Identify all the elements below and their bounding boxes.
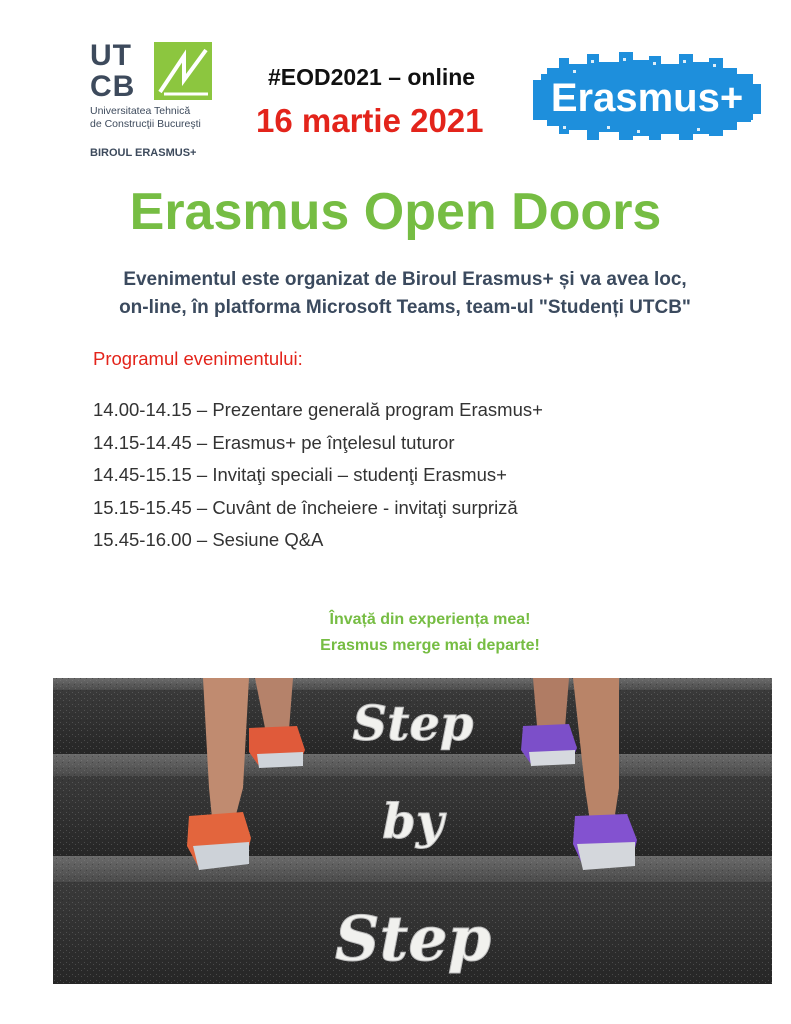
schedule-item: 14.45-15.15 – Invitaţi speciali – studenţi Erasmus+ — [93, 464, 507, 485]
utcb-university-line-2: de Construcţii Bucureşti — [90, 118, 201, 130]
schedule-item: 15.15-15.45 – Cuvânt de încheiere - invitaţi surpriză — [93, 496, 518, 518]
event-description — [60, 266, 750, 322]
page-title: Erasmus Open Doors — [129, 183, 662, 241]
erasmus-logo-text: Erasmus+ — [550, 76, 744, 120]
slogan-line-1: Învață din experiența mea! — [329, 611, 531, 628]
schedule-item: 14.15-14.45 – Erasmus+ pe înţelesul tuturor — [93, 431, 455, 453]
chalk-word-step-2: Step — [334, 902, 492, 975]
schedule-item: 14.00-14.15 – Prezentare generală program Erasmus+ — [93, 399, 543, 420]
chalk-word-by: by — [382, 794, 444, 850]
stairs-photo — [53, 678, 772, 984]
event-description-line-2: on-line, în platforma Microsoft Teams, team-ul "Studenți UTCB" — [119, 297, 691, 318]
slogan — [0, 607, 791, 659]
program-schedule — [93, 396, 543, 559]
event-hashtag: #EOD2021 – online — [268, 64, 476, 90]
erasmus-office-label: BIROUL ERASMUS+ — [90, 147, 197, 159]
utcb-logo-letters: UT CB — [90, 39, 136, 103]
slogan-line-2: Erasmus merge mai departe! — [320, 637, 540, 654]
schedule-item: 15.45-16.00 – Sesiune Q&A — [93, 529, 324, 550]
program-heading: Programul evenimentului: — [93, 348, 303, 369]
event-description-line-1: Evenimentul este organizat de Biroul Erasmus+ și va avea loc, — [123, 269, 687, 290]
utcb-logo — [90, 40, 220, 160]
utcb-logo-mark-icon — [154, 42, 212, 100]
utcb-university-name — [90, 105, 201, 131]
utcb-university-line-1: Universitatea Tehnică — [90, 105, 191, 117]
erasmus-plus-logo — [527, 50, 767, 144]
chalk-word-step-1: Step — [352, 696, 474, 752]
event-date: 16 martie 2021 — [256, 102, 484, 139]
